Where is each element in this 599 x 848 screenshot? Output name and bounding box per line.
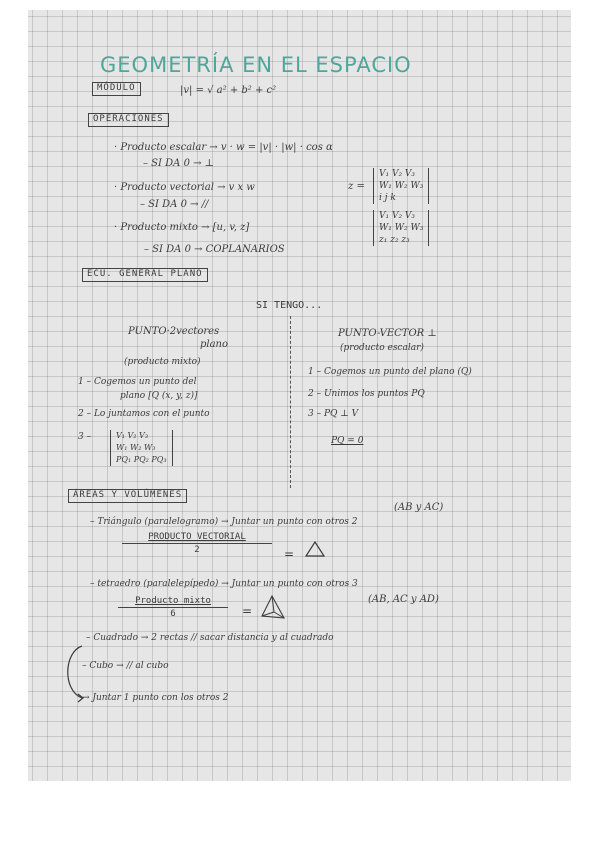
- left-sub: (producto mixto): [124, 357, 201, 367]
- producto-escalar-si: – SI DA 0 → ⊥: [143, 158, 215, 169]
- left-title-2: plano: [200, 339, 229, 350]
- page-title: GEOMETRÍA EN EL ESPACIO: [100, 53, 412, 77]
- left-step-2: 2 – Lo juntamos con el punto: [78, 409, 210, 419]
- fraction-numerator: Producto mixto: [118, 596, 228, 608]
- det-row: W₁ W₂ W₃: [379, 223, 424, 233]
- det-row: W₁ W₂ W₃: [379, 181, 424, 191]
- determinant-mixto: [373, 210, 429, 246]
- equals-sign: =: [242, 604, 253, 618]
- z-label: z =: [348, 181, 365, 192]
- area-fraction: [122, 532, 272, 555]
- triangulo-line: – Triángulo (paralelogramo) → Juntar un punto con otros 2: [90, 517, 358, 527]
- producto-vectorial-si: – SI DA 0 → //: [140, 199, 209, 210]
- right-step-3: 3 – PQ ⊥ V: [308, 409, 359, 419]
- ab-ac-ad: (AB, AC y AD): [368, 594, 439, 605]
- determinant-plano: [110, 430, 173, 466]
- equals-sign: =: [284, 547, 295, 561]
- producto-mixto-si: – SI DA 0 → COPLANARIOS: [144, 244, 285, 255]
- producto-escalar: · Producto escalar → v · w = |v| · |w| · cos α: [114, 142, 333, 153]
- det-row: z₁ z₂ z₃: [379, 235, 410, 245]
- areas-header: ÁREAS Y VOLÚMENES: [68, 489, 187, 503]
- ab-ac: (AB y AC): [394, 502, 444, 513]
- right-sub: (producto escalar): [340, 343, 424, 353]
- det-row: V₁ V₂ V₃: [379, 211, 416, 221]
- det-row: i j k: [379, 193, 396, 203]
- det-row: V₁ V₂ V₃: [379, 169, 416, 179]
- ecuacion-header: ECU. GENERAL PLANO: [82, 268, 208, 282]
- left-step-1a: 1 – Cogemos un punto del: [78, 377, 197, 387]
- column-divider: [290, 316, 291, 488]
- right-step-2: 2 – Unimos los puntos PQ: [308, 389, 425, 399]
- det-row: W₁ W₂ W₃: [116, 443, 156, 452]
- tetraedro-line: – tetraedro (paralelepípedo) → Juntar un punto con otros 3: [90, 579, 358, 589]
- fraction-denominator: 2: [194, 545, 200, 555]
- right-result: PQ = 0: [331, 436, 364, 446]
- right-title: PUNTO-VECTOR ⊥: [338, 328, 437, 339]
- cuadrado-line: – Cuadrado → 2 rectas // sacar distancia y al cuadrado: [86, 633, 334, 643]
- juntar-line: → Juntar 1 punto con los otros 2: [82, 693, 229, 703]
- notebook-page: [28, 10, 571, 781]
- tetrahedron-icon: [258, 594, 288, 624]
- producto-vectorial: · Producto vectorial → v x w: [114, 182, 255, 193]
- det-row: PQ₁ PQ₂ PQ₃: [116, 455, 167, 464]
- fraction-denominator: 6: [170, 609, 176, 619]
- operaciones-header: OPERACIONES: [88, 113, 169, 127]
- fraction-numerator: PRODUCTO VECTORIAL: [122, 532, 272, 544]
- left-step-1b: plano [Q (x, y, z)]: [120, 391, 198, 401]
- left-title-1: PUNTO·2vectores: [128, 326, 220, 337]
- triangle-icon: [304, 540, 326, 558]
- modulo-formula: |v| = √ a² + b² + c²: [180, 85, 277, 96]
- volume-fraction: [118, 596, 228, 619]
- determinant-vectorial: [373, 168, 429, 204]
- cubo-line: – Cubo → // al cubo: [82, 661, 169, 671]
- si-tengo: SI TENGO...: [256, 300, 323, 311]
- producto-mixto: · Producto mixto → [u, v, z]: [114, 222, 250, 233]
- det-row: V₁ V₂ V₃: [116, 431, 149, 440]
- right-step-1: 1 – Cogemos un punto del plano (Q): [308, 367, 472, 377]
- modulo-label: MÓDULO: [92, 82, 141, 96]
- left-step-3: 3 –: [78, 432, 92, 442]
